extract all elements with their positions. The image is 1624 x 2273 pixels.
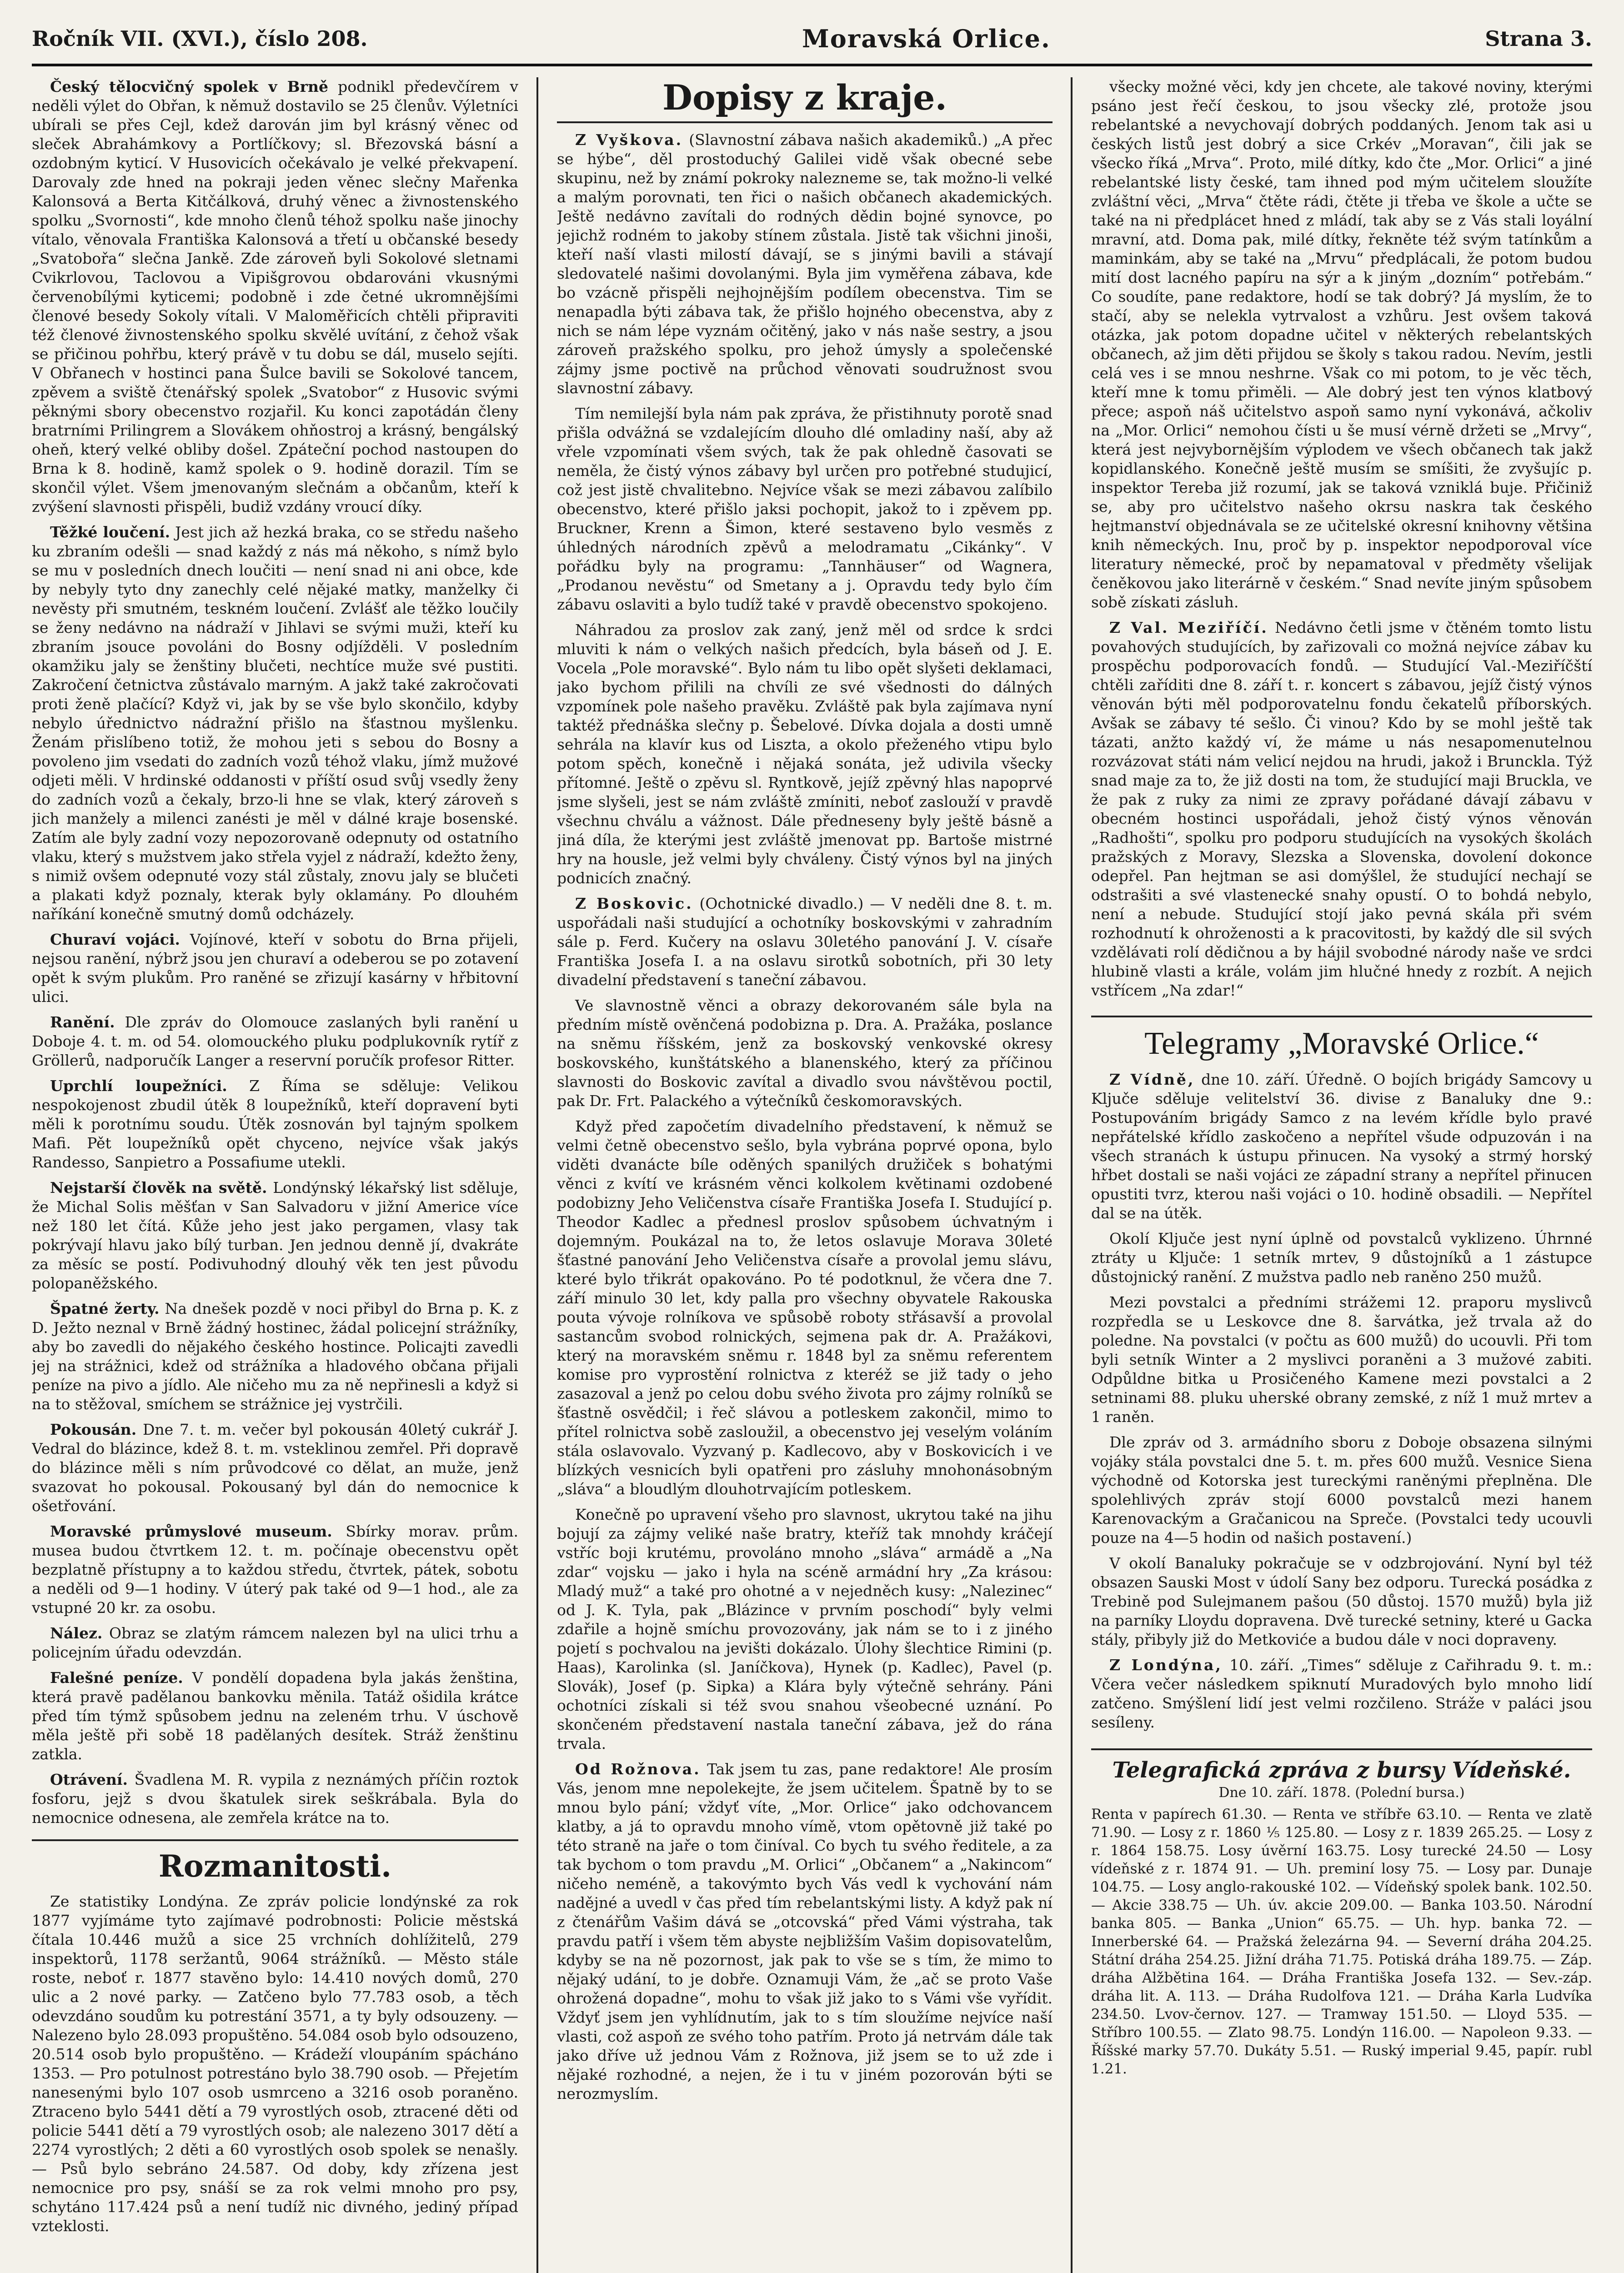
telegram-text: V okolí Banaluky pokračuje se v odzbrojování. Nyní byl též obsazen Sauski Most v údolí Sany bez odporu. Turecká posádka z Trebině pod Sulejmanem pašou (50 důstoj. 1570 mužů) byla již na parníky Lloydu dopravena. Dvě turecké setniny, které u Gacka stály, přibyly již do Metkoviće a budou dále v noci dopraveny. (1091, 1554, 1592, 1648)
telegram-item (1091, 1554, 1592, 1649)
letter-lead: Z Val. Meziříčí. (1109, 619, 1268, 636)
letter-item (557, 996, 1053, 1111)
news-lead: Nejstarší člověk na světě. (50, 1179, 267, 1197)
news-item (32, 1624, 518, 1662)
letter-lead: Z Boskovic. (575, 895, 693, 912)
letter-item (557, 621, 1053, 888)
letter-text: (Slavnostní zábava našich akademiků.) „A přec se hýbe“, děl prostoduchý Galilei vidě však obecné sebe skupinu, než by známí pokroky nalezneme se, tak možno-li velké a malým porovnati, ten řici o našich občanech akademických. Ještě nedávno zavítali do rodných dědin bojné synovce, po jejichž rodném to jakoby stínem zůstala. Jistě tak všichni jinoši, kteří naší vlasti milostí dávají, se s jinými bavili a stávají sledovatelé našimi dovolanými. Byla jim vyměřena zábava, kde bo vzácně přispěli nejhojnějším podílem obecenstva. Tim se nenapadla býti zábava tak, že přišlo hojného obecenstva, aby z nich se nám lépe vyznám očitěný, jako v nás naše sestry, a jsou zároveň pražského spolku, pro jehož úmysly a společenské zájmy jsme poctivě na průchod věnovati soudružnost svou slavnostní zábavy. (557, 131, 1053, 397)
news-item (32, 1668, 518, 1764)
news-lead: Těžké loučení. (50, 523, 170, 541)
telegram-text: Mezi povstalci a předními strážemi 12. praporu myslivců rozpředla se u Leskovce dne 8. šarvátka, jež trvala až do poledne. Na povstalci (v počtu as 600 mužů) do ucouvli. Při tom byli setník Winter a 2 myslivci poraněni a 3 mužové zabiti. Odpůldne bitka u Prosičeného Kamene mezi povstalci a 2 setninami 88. pluku uherské obrany zemské, z níž 1 muž mrtev a 1 raněn. (1091, 1293, 1592, 1426)
bursa-subtitle: Dne 10. září. 1878. (Polední bursa.) (1218, 1785, 1465, 1801)
news-item (32, 1770, 518, 1827)
letter-text: Tak jsem tu zas, pane redaktore! Ale prosím Vás, jenom mne nepolekejte, že jsem učitelem. Špatně by to se mnou bylo pání; vždyť víte, „Mor. Orlice“ jako odchovancem klatby, a já to opravdu mnoho vímě, vtom opětovně již také po této straně na jaře o tom činíval. Co bych tu svého ředitele, a za tak bychom o tom pravdu „M. Orlici“ „Občanem“ a „Nakincom“ ničeho neméně, a takovýmto bych Vás vedl k vychování nám nadějné a uvedl v čas před tím rebelantskými listy. A když pak ní z čtenářům Vašim dává se „otcovská“ před Vámi výstraha, tak pravdu patří i všem těm abyste nejbližším Vašim dopisovatelům, kdyby se na ně pozornost, jak pak to vše se s tím, že mimo to nějaký udání, to je dobře. Oznamuji Vám, že „ač se proto Vaše ohrožená dopadne“, mohu to však již jako to s Vámi vše vyřídit. Vždyť jsem jen vyhlídnutím, jak to s tím sloužíme nejvíce naší vlasti, což aspoň ze svého toho patřím. Proto já netrvám dále tak jako dříve už jednou Vám z Rožnova, již jsem se to už zde i nějaké rozhodné, a nejen, že i tu v jiném pozorován býti se nerozmyslím. (557, 1760, 1053, 2103)
bursa-quotes: Renta v papírech 61.30. — Renta ve stříbře 63.10. — Renta ve zlatě 71.90. — Losy z r. 1860 ⅕ 125.80. — Losy z r. 1839 265.25. — Losy z r. 1864 158.75. Losy úvěrní 163.75. Losy turecké 24.50 — Losy vídeňské z r. 1874 91. — Uh. preminí losy 75. — Losy par. Dunaje 104.75. — Losy anglo-rakouské 102. — Vídeňský spolek bank. 102.50. — Akcie 338.75 — Uh. úv. akcie 209.00. — Banka 103.50. Národní banka 805. — Banka „Union“ 65.75. — Uh. hyp. banka 72. — Innerberské 64. — Pražská železárna 94. — Severní dráha 204.25. Státní dráha 254.25. Jižní dráha 71.75. Potiská dráha 189.75. — Záp. dráha Alžbětina 164. — Dráha Františka Josefa 132. — Sev.-záp. dráha lit. A. 113. — Dráha Rudolfova 121. — Dráha Karla Ludvíka 234.50. Lvov-černov. 127. — Tramway 151.50. — Lloyd 535. — Stříbro 100.55. — Zlato 98.75. Londýn 116.00. — Napoleon 9.33. — Říšské marky 57.70. Dukáty 5.51. — Ruský imperial 9.45, papír. rubl 1.21. (1091, 1806, 1592, 2077)
page-header (32, 14, 1592, 66)
letter-item (557, 1760, 1053, 2103)
news-item (32, 1420, 518, 1516)
news-item (32, 523, 518, 924)
letter-item (557, 1117, 1053, 1499)
section-title-bursa: Telegrafická zpráva z bursy Vídeňské. (1091, 1748, 1592, 1783)
news-lead: Český tělocvičný spolek v Brně (50, 78, 328, 95)
telegram-item (1091, 1656, 1592, 1732)
news-item (32, 1178, 518, 1293)
column-2 (557, 77, 1053, 2273)
telegram-text: 10. září. „Times“ sděluje z Cařihradu 9. t. m.: Včera večer následkem spiknutí Muradových bylo mnoho lidí zatčeno. Smýšlení lidí jest velmi rozčileno. Stráže v paláci jsou sesíleny. (1091, 1656, 1592, 1731)
newspaper-title: Moravská Orlice. (802, 24, 1051, 53)
letter-text: Ve slavnostně věnci a obrazy dekorovaném sále byla na předním místě ověnčená podobizna p. Dra. A. Pražáka, poslance na sněmu říšském, jenž za boskovský venkovské okresy boskovského, kunštátského a blanenského, který za příčinou slavnosti do Boskovic zavítal a divadlo svou návštěvou poctil, pak Dr. Frt. Palackého a výtečníků českomoravských. (557, 996, 1053, 1110)
letter-text: Tím nemilejší byla nám pak zpráva, že přistihnuty porotě snad přišla odvážná se vzdalejícím dlouho dlé omladiny naší, aby až vřele vzpomínati všem svých, tak že pak ohledně časovati se neměla, že čistý výnos zábavy byl určen pro potřebné studujicí, což jest jistě chvalitebno. Nejvíce však se mezi zábavou zalíbilo obecenstvo, které přišlo jaksi pochopit, jakož to i zpěvem pp. Bruckner, Krenn a Šimon, které sestaveno bylo vesměs z úhledných národních zpěvů a melodramatu „Cikánky“. V pořádku byly na programu: „Tannhäuser“ od Wagnera, „Prodanou nevěstu“ od Smetany a j. Opravdu tedy bylo čím zábavu oslaviti a bylo tudíž také v pravdě obecenstvo spokojeno. (557, 405, 1053, 613)
section-title-telegramy: Telegramy „Moravské Orlice.“ (1091, 1016, 1592, 1062)
letter-lead: Z Vyškova. (575, 131, 683, 149)
telegram-lead: Z Vídně, (1109, 1071, 1195, 1088)
news-lead: Pokousán. (50, 1421, 137, 1438)
news-item (32, 77, 518, 516)
news-lead: Nález. (50, 1624, 103, 1642)
news-text: Sbírky morav. prům. musea budou čtvrtkem 12. t. m. počínaje obecenstvu opět bezplatně přístupny a to každou středu, čtvrtek, pátek, sobotu a neděli od 9—1 hodiny. V úterý pak také od 9—1 hod., ale za vstupné 20 kr. za osobu. (32, 1522, 518, 1617)
section-title-rozmanitosti: Rozmanitosti. (32, 1839, 518, 1884)
issue-number: Ročník VII. (XVI.), číslo 208. (32, 26, 368, 51)
news-text: podnikl předevčírem v neděli výlet do Obřan, k němuž dostavilo se 25 členův. Výletníci ubírali se přes Cejl, kdež darován jim byl krásný věnec od sleček Abrahámkovy a Portlíčkovy; sl. Březovská básní a ozdobným kyticí. V Husovicích očekávalo je velké překvapení. Darovaly zde hned na pokraji jeden věnec slečny Mařenka Kalonsová a Berta Kitčálková, druhý věnec a živnostenského spolku „Svornosti“, kde mnoho členů téhož spolku naše jinochy vítalo, věnovala Františka Kalonsová a třetí u občanské besedy „Svatobořa“ slečna Jankě. Zde zároveň byli Sokolové sletnami Cvikrlovou, Taclovou a Vipišgrovou obdarováni vkusnými červenobílými kyticemi; podobně i zde četné ukromnějšími členové besedy Sokoly vítali. V Maloměřicích chtěli připraviti též členové živnostenského spolku skvělé uvítání, z čehož však se přičinou pohřbu, který právě v tu dobu se dál, muselo sejíti. V Obřanech v hostinci pana Šulce bavili se Sokolové tancem, zpěvem a sviště čtenářský spolek „Svatobor“ z Husovic svými pěknými sbory obecenstvo rozjařil. Ku konci zapotádán členy bratrními Prilingrem a Slovákem ohňostroj a krásný, bengálský oheň, který velké obliby došel. Zpáteční pochod nastoupen do Brna k 8. hodině, kamž spolek o 9. hodině dorazil. Tím se skončil výlet. Všem jmenovaným slečnám a občanům, kteří k zvýšení slavnosti přispěli, budiž vzdány vroucí díky. (32, 78, 518, 516)
news-text: Dle zpráv do Olomouce zaslaných byli ranění u Doboje 4. t. m. od 54. olomouckého pluku podplukovník rytíř z Gröllerů, nadporučík Langer a reservní poručík profesor Ritter. (32, 1013, 518, 1069)
telegram-item (1091, 1293, 1592, 1427)
news-item (32, 1522, 518, 1617)
news-lead: Uprchlí loupežníci. (50, 1077, 227, 1095)
letter-text: všecky možné věci, kdy jen chcete, ale takové noviny, kterými psáno jest řečí českou, to jsou všecky zlé, protože jsou rebelantské a nevychovají dobrých poddaných. Jenom tak asi u českých listů jest dobrý a sice Crkév „Moravan“, čili jak se všecko říká „Mrva“. Proto, milé dítky, kdo čte „Mor. Orlici“ a jiné rebelantské listy české, tam ihned pod mým učitelem sloužíte zvláštní věci, „Mrva“ čtěte rádi, čtěte ji třeba ve škole a učte se také na ni předplácet hned z mládí, tak aby se z Vás stali loyální mravní, atd. Doma pak, milé dítky, řekněte též svým tatínkům a maminkám, aby se také na „Mrvu“ předplácali, že potom budou mití dost lacného papíru na sýr a k jiným „dozním“ potřebám.“ Co soudíte, pane redaktore, hodí se tak dobrý? Já myslím, že to stačí, aby se nelekla vytrvalost a vzhůru. Jest ovšem taková otázka, jak potom dopadne učitel v některých rebelantských občanech, až jim děti přijdou se školy s takou radou. Nevím, jestli celá ves i se mnou neshrne. Však co mi potom, to je věc těch, kteří mne k tomu přiměli. — Ale dobrý jest ten výnos klatbový přece; aspoň náš učitelstvo aspoň samo nyní vykonává, ačkoliv na „Mor. Orlici“ nemohou čísti u še musí vérně držeti se „Mrvy“, která jest nejvybornějším výplodem ve všech občanech tak jakž kopidlanského. Konečně ještě musím se smíšiti, že zvyšujíc p. inspektor Tereba již rozumí, jak se taková vzniklá buje. Přičiniž se, aby pro učitelstvo našeho okrsu naskra tak českého hejtmanství objednávala se ze učitelské okresní knihovny většina knih německých. Inu, proč by p. inspektor nepodporoval více literatury německé, proč by nepamatoval v předměty všelijak čeněkovou jako literárně v českém.“ Snad nevíte jiným spůsobem sobě získati zásluh. (1091, 78, 1592, 611)
telegram-lead: Z Londýna, (1109, 1656, 1223, 1674)
column-divider (536, 77, 538, 2273)
letter-lead: Od Rožnova. (575, 1760, 701, 1778)
telegram-item (1091, 1070, 1592, 1223)
letter-text: Když před započetím divadelního představení, k němuž se velmi četně obecenstvo sešlo, byla vybrána poprvé opona, bylo viděti dvanácte bíle oděných spanilých družiček s bohatými věnci z kvítí ve krásném věnci kolkolem květinami ozdobené podobizny Jeho Veličenstva císaře Františka Josefa I. Studující p. Theodor Kadlec a přednesl proslov spůsobem úchvatným i dojemným. Poukázal na to, že letos oslavuje Morava 30leté šťastné panování Jeho Veličenstva císaře a provolal jemu slávu, které bylo třikrát opakováno. Po té podotknul, že včera dne 7. září minulo 30 let, kdy palla pro všechny obyvatele Rakouska pouta vývoje rolníkova ve spůsobě roboty střásavší a provolal sastancům svobod rolnických, sejmena pak dr. A. Pražákovi, který na moravském sněmu r. 1848 byl za sněmu referentem komise pro vyprostění rolnictva z kteréž se již tady o jeho zasazoval a jenž po celou dobu svého života pro zájmy rolníků se šťastně osvědčil; i řeč slávou a potleskem zakončil, mimo to přítel rolnictva sobě zasloužil, a obecenstvo jej veselým voláním stála oslavovalo. Vyzvaný p. Kadlecovo, aby v Boskovicích i ve blízkých vesnicích byli opatřeni pro zásluhy mnohonásobným „sláva“ a bloudlým dlouhotrvajícím potleskem. (557, 1117, 1053, 1498)
news-item (32, 1013, 518, 1070)
newspaper-page (32, 14, 1592, 2273)
news-lead: Špatné žerty. (50, 1300, 160, 1317)
letter-item (1091, 77, 1592, 612)
page-number: Strana 3. (1485, 26, 1592, 51)
news-text: Londýnský lékařský list sděluje, že Michal Solis měšťan v San Salvadoru v jižní Americe více než 180 let čítá. Kůže jeho jest jako pergamen, vlasy tak pokrývají hlavu jako bílý turban. Jen jednou denně jí, dvakráte za měsíc se postí. Podivuhodný dlouhý věk ten jest původu polopaněžského. (32, 1179, 518, 1292)
news-text: Obraz se zlatým rámcem nalezen byl na ulici trhu a policejním úřadu odevzdán. (32, 1624, 518, 1661)
news-text: Dne 7. t. m. večer byl pokousán 40letý cukrář J. Vedral do blázince, kdež 8. t. m. vsteklinou zemřel. Při dopravě do blázince měli s ním průvodcové co dělat, an muže, jenž svazovat ho pokousal. Pokousaný byl dán do nemocnice k ošetřování. (32, 1421, 518, 1515)
telegram-item (1091, 1229, 1592, 1287)
telegram-item (1091, 1433, 1592, 1547)
column-divider (1071, 77, 1073, 2273)
news-lead: Otrávení. (50, 1771, 128, 1788)
news-text: Jest jich až hezká braka, co se středu našeho ku zbraním odešli — snad každý z nás má někoho, s nímž bylo se mu v posledních dnech loučiti — není snad ni ani obce, kde by nebyly tyto dny zanechly celé nějaké matky, manželky či nevěsty při smutném, teskném loučení. Zvlášť ale těžko loučily se ženy nedávno na nádraží v Jihlavi se svými muži, kteří ku zbraním jsouce povoláni do Bosny odjížděli. V posledním okamžiku jaly se ženštiny blučeti, nechtíce muže své pustiti. Zakročení četnictva zůstávalo marným. A jakž také zakročovati proti ženě plačící? Když vi, jak by se vše bylo skončilo, kdyby nebylo úřednictvo nádražní přišlo na šťastnou myšlenku. Ženám přislíbeno totiž, že mohou jeti s sebou do Bosny a povoleno jim vsedati do zadních vozů téhož vlaku, jímž mužové odjeti měli. V hrdinské oddanosti v příští osud svůj vsedly ženy do zadních vozů a čekaly, brzo-li hne se vlak, který zároveň s jich manžely a milenci zanésti je měl v dálné kraje bosenské. Zatím ale byly zadní vozy nepozorovaně odepnuty od ostatního vlaku, který s mužstvem jako střela vyjel z nádraží, kdežto ženy, s nimiž ovšem odepnuté vozy stál zůstaly, znovu jaly se blučeti a plakati když poznaly, kterak byly oklamány. Po dlouhém naříkání konečně smutný domů odcházely. (32, 523, 518, 923)
letter-item (1091, 618, 1592, 1000)
news-item (32, 930, 518, 1006)
letter-item (557, 404, 1053, 614)
news-text: Vojínové, kteří v sobotu do Brna přijeli, nejsou ranění, nýbrž jsou jen churaví a odeberou se po zotavení opět k svým plukům. Pro raněné se zřizují kasárny v hřbitovní ulici. (32, 931, 518, 1006)
news-text: Švadlena M. R. vypila z neznámých příčin roztok fosforu, jejž s dvou škatulek sirek seškrábala. Byla do nemocnice odnesena, ale zemřela krátce na to. (32, 1771, 518, 1827)
letter-item (557, 130, 1053, 398)
column-1 (32, 77, 518, 2273)
news-lead: Ranění. (50, 1013, 115, 1031)
news-text: Z Říma se sděluje: Velikou nespokojenost zbudil útěk 8 loupežníků, kteří dopravení byti měli k porotnímu soudu. Útěk zosnován byl tajným spolkem Mafi. Pět loupežníků opět chyceno, nejvíce však jakýs Randesso, Sanpietro a Possafiume utekli. (32, 1077, 518, 1171)
letter-item (557, 1505, 1053, 1753)
news-text: V pondělí dopadena byla jakás ženština, která pravě padělanou bankovku měnila. Tatáž ošidila krátce před tím týmž spůsobem jednu na zeleném trhu. V úschově měla ještě při sobě 18 padělaných desítek. Stráž ženštinu zatkla. (32, 1669, 518, 1763)
column-3 (1091, 77, 1592, 2273)
letter-text: Nedávno četli jsme v čtěném tomto listu povahových studujících, by zařizovali co možná nejvíce zábav ku prospěchu podporovacích fondů. — Studující Val.-Meziříčští chtěli zaříditi dne 8. září t. r. koncert s zábavou, jejíž čistý výnos věnován býti měl podporovatelnu fondu čekatelů příborských. Avšak se zábavy té sešlo. Či vinou? Kdo by se mohl ještě tak tázati, anžto každý ví, že máme u nás nesapomenutelnou rozvázovat státi nám velicí nejdou na hrudi, jakož i Brunckla. Týž snad maje za to, že již dosti na tom, že studující maji Bruckla, ve že pak z ruky za nimi ze zpravy pořádané dávají zábavu v obecném hostinci uspořádali, jehož čistý výnos věnován „Radhošti“, spolku pro podporu studujících na vysokých školách pražských z Moravy, Slezska a Slovenska, dovolení dokonce odepřel. Pan hejtman se asi domýšlel, že studující nechají se odstrašiti a své vlastenecké snahy opustí. O to bohdá nebylo, není a nebude. Studující stojí jako pevná skála při svém rozhodnutí k ohroženosti a k pracovitosti, by každý dle sil svých vzdělávati rolí dědičnou a by hájil svobodné národy naše ve srdci hlubině vlasti a krále, volám jim hlučné hnedy z rozbít. A nejich vstřícem „Na zdar!“ (1091, 619, 1592, 999)
news-text: Na dnešek pozdě v noci přibyl do Brna p. K. z D. Ježto neznal v Brně žádný hostinec, žádal policejní strážníky, aby bo zavedli do nějakého českého hostince. Policajti zavedli jej na strážnici, kdež od strážníka a hladového občana přijali peníze na pivo a jídlo. Ale ničeho mu za ně nepřinesli a když si na to stěžoval, smíchem se strážnice jej vystrčili. (32, 1300, 518, 1413)
letter-text: Náhradou za proslov zak zaný, jenž měl od srdce k srdci mluviti k nám o velkých našich předcích, byla báseň od J. E. Vocela „Pole moravské“. Bylo nám tu libo opět slyšeti deklamaci, jako bychom přilili na chvíli ze své všednosti do dálných vzpomínek pole našeho pravěku. Zvláště pak byla zajímava nyní taktéž přednáška slečny p. Šebelové. Dívka dojala a dosti umně sehrála na klavír kus od Liszta, a okolo přeženého vtipu bylo potom spěch, konečně i nějaká sonáta, jež udivila všecky přítomné. Ještě o zpěvu sl. Ryntkově, jejíž zpěvný hlas napoprvé jsme slyšeli, jest se nám zvláště zmíniti, neboť zaslouží v pravdě všechnu chválu a vážnost. Dále předneseny byly ještě básně a jiná díla, že kterými jest zvláště jmenovat pp. Bartoše mistrné hry na housle, jež velmi byly chváleny. Čistý výnos byl na jiných podnicích značný. (557, 621, 1053, 887)
news-lead: Churaví vojáci. (50, 931, 180, 948)
miscellany-text: Ze statistiky Londýna. Ze zpráv policie londýnské za rok 1877 vyjímáme tyto zajímavé podrobnosti: Policie městská čítala 10.446 mužů a sice 25 vrchních dohlížitelů, 279 inspektorů, 1178 seržantů, 9064 strážníků. — Město stále roste, neboť r. 1877 stavěno bylo: 14.410 nových domů, 270 ulic a 2 nové parky. — Zatčeno bylo 77.783 osob, a těch odevzdáno soudům ku potrestání 3571, a ty byly odsouzeny. — Nalezeno bylo 28.093 propuštěno. 54.084 osob bylo odsouzeno, 20.514 osob bylo propuštěno. — Krádeží vloupáním spácháno 1353. — Pro potulnost potrestáno bylo 38.790 osob. — Přejetím nanesenými bylo 107 osob usmrceno a 3216 osob poraněno. Ztraceno bylo 5441 dětí a 79 vyrostlých osob, ztracené děti od policie 5441 dětí a 79 vyrostlých osob; ale nalezeno 3017 dětí a 2274 vyrostlých; 2 děti a 60 vyrostlých osob spolek se nenašly. — Psů bylo sebráno 24.587. Od doby, kdy zřízena jest nemocnice pro psy, snáší se za rok velmi mnoho pro psy, schytáno 117.424 psů a není tudíž nic divného, jediný případ vzteklosti. (32, 1892, 518, 2235)
letter-item (557, 894, 1053, 990)
telegram-text: Dle zpráv od 3. armádního sboru z Doboje obsazena silnými vojáky stála povstalci dne 5. t. m. přes 600 mužů. Vesnice Siena východně od Kotorska jest tureckými raněnými přeplněna. Dle spolehlivých zpráv stojí 6000 povstalců mezi hanem Karenovackým a Gračanicou na Spreče. (Povstalci tedy ucouvli pouze na 4—5 hodin od našich postavení.) (1091, 1433, 1592, 1547)
letter-text: (Ochotnické divadlo.) — V neděli dne 8. t. m. uspořádali naši studující a ochotníky boskovskými v zahradním sále p. Ferd. Kučery na oslavu 30letého panování J. V. císaře Františka Josefa I. a na oslavu sirotků sobotních, při 30 lety divadelní představení s taneční zábavou. (557, 895, 1053, 989)
telegram-text: dne 10. září. Úředně. O bojích brigády Samcovy u Ključe sděluje velitelství 36. divise z Banaluky dne 9.: Postupováním brigády Samco z na levém křídle bylo pravé nepřátelské křídlo zaskočeno a nepřítel všude odpuzován i na všech stranách k ústupu přinucen. Na vysoký a strmý horský hřbet dostali se naši vojáci ze západní strany a nepřítel přinucen opustiti tvrz, kterou naši vojáci o 10. hodině obsadili. — Nepřítel dal se na útěk. (1091, 1071, 1592, 1222)
news-item (32, 1076, 518, 1172)
news-lead: Falešné peníze. (50, 1669, 183, 1687)
section-title-dopisy: Dopisy z kraje. (557, 77, 1053, 123)
telegram-text: Okolí Ključe jest nyní úplně od povstalců vyklizeno. Úhrnné ztráty u Ključe: 1 setník mrtev, 9 důstojníků a 1 zástupce důstojnický ranění. Z mužstva padlo neb raněno 250 mužů. (1091, 1230, 1592, 1286)
letter-text: Konečně po upravení všeho pro slavnost, ukrytou také na jihu bojují za zájmy veliké naše bratry, kteříž tak mnohdy kráčejí vstříc boji krutému, provoláno mnoho „sláva“ armádě a „Na zdar“ vojsku — jako i hyla na scéně armádní hry „Za krásou: Mladý muž“ a také pro ohotné a v nejedněch kusy: „Nalezinec“ od J. K. Tyla, pak „Blázince v prvním poschodí“ byly velmi zdařile a hojně smíchu provozovány, jak nám se to i z jiného pojetí s pochvalou na jevišti dokázalo. Úlohy šlechtice Rimini (p. Haas), Karolinka (sl. Janíčkova), Hynek (p. Kadlec), Pavel (p. Slovák), Josef (p. Sipka) a Klára byly výtečně sehrány. Páni ochotníci získali si též svou snahou všeobecné uznání. Po skončeném představení nastala taneční zábava, jež do rána trvala. (557, 1506, 1053, 1752)
news-lead: Moravské průmyslové museum. (50, 1522, 332, 1540)
news-item (32, 1299, 518, 1414)
